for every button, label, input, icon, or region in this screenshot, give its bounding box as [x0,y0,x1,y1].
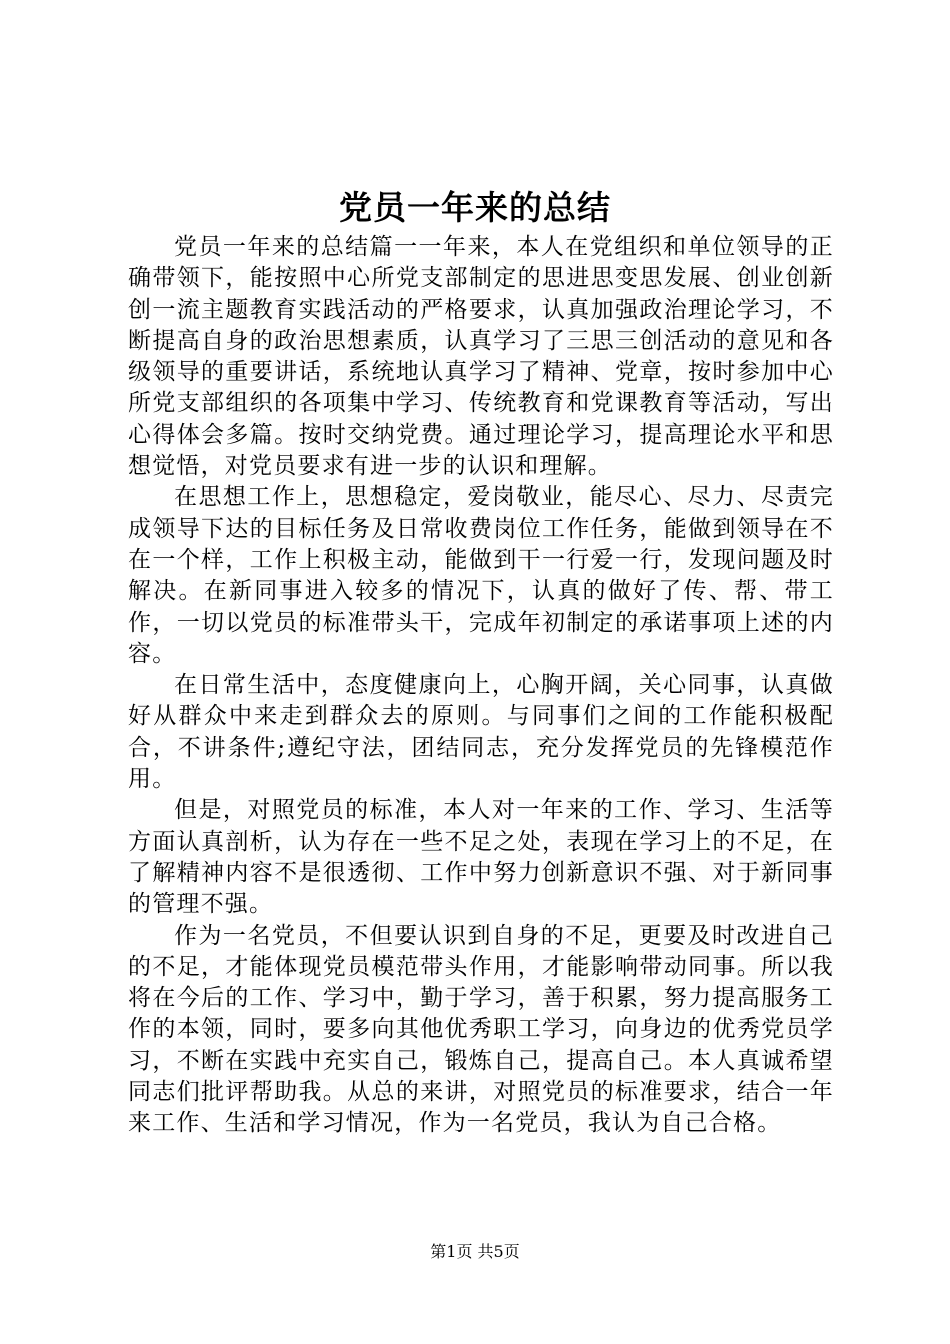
paragraph-5: 作为一名党员，不但要认识到自身的不足，更要及时改进自己的不足，才能体现党员模范带头作用，才能影响带动同事。所以我将在今后的工作、学习中，勤于学习，善于积累，努力提高服务工作的本领，同时，要多向其他优秀职工学习，向身边的优秀党员学习，不断在实践中充实自己，锻炼自己，提高自己。本人真诚希望同志们批评帮助我。从总的来讲，对照党员的标准要求，结合一年来工作、生活和学习情况，作为一名党员，我认为自己合格。 [128,922,834,1137]
page-title: 党员一年来的总结 [339,188,611,227]
document-body [128,232,834,1140]
paragraph-2: 在思想工作上，思想稳定，爱岗敬业，能尽心、尽力、尽责完成领导下达的目标任务及日常收费岗位工作任务，能做到领导在不在一个样，工作上积极主动，能做到干一行爱一行，发现问题及时解决。在新同事进入较多的情况下，认真的做好了传、帮、带工作，一切以党员的标准带头干，完成年初制定的承诺事项上述的内容。 [128,484,834,667]
paragraph-1: 党员一年来的总结篇一一年来，本人在党组织和单位领导的正确带领下，能按照中心所党支部制定的思进思变思发展、创业创新创一流主题教育实践活动的严格要求，认真加强政治理论学习，不断提高自身的政治思想素质，认真学习了三思三创活动的意见和各级领导的重要讲话，系统地认真学习了精神、党章，按时参加中心所党支部组织的各项集中学习、传统教育和党课教育等活动，写出心得体会多篇。按时交纳党费。通过理论学习，提高理论水平和思想觉悟，对党员要求有进一步的认识和理解。 [128,234,834,480]
paragraph-4: 但是，对照党员的标准，本人对一年来的工作、学习、生活等方面认真剖析，认为存在一些不足之处，表现在学习上的不足，在了解精神内容不是很透彻、工作中努力创新意识不强、对于新同事的管理不强。 [128,797,834,918]
paragraph-3: 在日常生活中，态度健康向上，心胸开阔，关心同事，认真做好从群众中来走到群众去的原则。与同事们之间的工作能积极配合，不讲条件;遵纪守法，团结同志，充分发挥党员的先锋模范作用。 [128,672,834,793]
page-number-footer: 第1页 共5页 [430,1242,520,1261]
